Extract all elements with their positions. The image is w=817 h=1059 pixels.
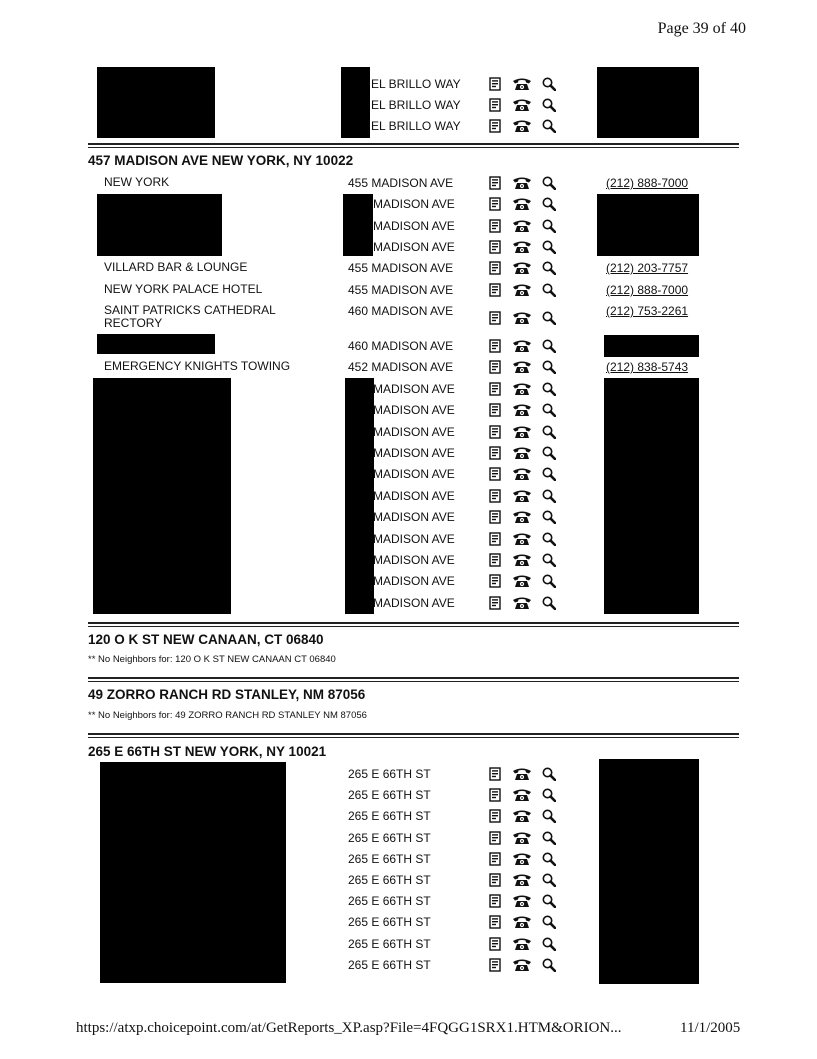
row-action-icons <box>489 403 567 417</box>
magnifier-icon[interactable] <box>542 425 556 439</box>
magnifier-icon[interactable] <box>542 894 556 908</box>
magnifier-icon[interactable] <box>542 339 556 353</box>
report-icon[interactable] <box>489 852 501 866</box>
phone-icon[interactable] <box>512 574 532 588</box>
business-name: VILLARD BAR & LOUNGE <box>104 260 248 274</box>
row-action-icons <box>489 197 567 211</box>
magnifier-icon[interactable] <box>542 446 556 460</box>
phone-icon[interactable] <box>512 788 532 802</box>
redaction-box <box>93 378 231 614</box>
report-icon[interactable] <box>489 596 501 610</box>
address-text: MADISON AVE <box>373 382 455 396</box>
row-action-icons <box>489 831 567 845</box>
row-action-icons <box>489 596 567 610</box>
phone-icon[interactable] <box>512 240 532 254</box>
redaction-box <box>597 194 699 256</box>
address-text: 455 MADISON AVE <box>348 176 454 190</box>
address-text: MADISON AVE <box>373 553 455 567</box>
row-action-icons <box>489 852 567 866</box>
row-action-icons <box>489 958 567 972</box>
magnifier-icon[interactable] <box>542 467 556 481</box>
report-icon[interactable] <box>489 553 501 567</box>
magnifier-icon[interactable] <box>542 809 556 823</box>
redaction-box <box>604 378 699 614</box>
business-name: NEW YORK <box>104 175 170 189</box>
redaction-box <box>345 378 374 614</box>
address-text: 452 MADISON AVE <box>348 360 454 374</box>
report-icon[interactable] <box>489 219 501 233</box>
report-icon[interactable] <box>489 532 501 546</box>
address-text: MADISON AVE <box>373 467 455 481</box>
magnifier-icon[interactable] <box>542 119 556 133</box>
address-text: EL BRILLO WAY <box>371 77 461 91</box>
address-text: 460 MADISON AVE <box>348 304 454 318</box>
report-icon[interactable] <box>489 467 501 481</box>
magnifier-icon[interactable] <box>542 360 556 374</box>
row-action-icons <box>489 311 567 325</box>
redaction-box <box>97 194 222 256</box>
phone-icon[interactable] <box>512 98 532 112</box>
report-icon[interactable] <box>489 767 501 781</box>
section-divider <box>88 622 739 627</box>
row-action-icons <box>489 240 567 254</box>
phone-icon[interactable] <box>512 532 532 546</box>
redaction-box <box>597 67 699 138</box>
section-heading: 120 O K ST NEW CANAAN, CT 06840 <box>88 632 324 647</box>
report-icon[interactable] <box>489 360 501 374</box>
row-action-icons <box>489 339 567 353</box>
row-action-icons <box>489 425 567 439</box>
address-text: MADISON AVE <box>373 240 455 254</box>
report-icon[interactable] <box>489 425 501 439</box>
phone-icon[interactable] <box>512 261 532 275</box>
no-neighbors-note: ** No Neighbors for: 49 ZORRO RANCH RD STANLEY NM 87056 <box>88 710 367 721</box>
business-name: EMERGENCY KNIGHTS TOWING <box>104 359 291 373</box>
row-action-icons <box>489 915 567 929</box>
redaction-box <box>599 759 699 984</box>
footer-url: https://atxp.choicepoint.com/at/GetReports_XP.asp?File=4FQGG1SRX1.HTM&ORION... <box>76 1020 622 1036</box>
phone-icon[interactable] <box>512 937 532 951</box>
section-divider <box>88 733 739 738</box>
report-icon[interactable] <box>489 240 501 254</box>
page-number: Page 39 of 40 <box>657 20 746 37</box>
address-text: 265 E 66TH ST <box>348 767 431 781</box>
address-text: MADISON AVE <box>373 197 455 211</box>
address-text: MADISON AVE <box>373 596 455 610</box>
address-text: 265 E 66TH ST <box>348 937 431 951</box>
phone-icon[interactable] <box>512 596 532 610</box>
magnifier-icon[interactable] <box>542 77 556 91</box>
report-icon[interactable] <box>489 510 501 524</box>
report-icon[interactable] <box>489 873 501 887</box>
phone-icon[interactable] <box>512 852 532 866</box>
section-divider <box>88 677 739 682</box>
report-icon[interactable] <box>489 311 501 325</box>
address-text: EL BRILLO WAY <box>371 98 461 112</box>
magnifier-icon[interactable] <box>542 219 556 233</box>
phone-icon[interactable] <box>512 197 532 211</box>
phone-link[interactable]: (212) 838-5743 <box>606 360 689 374</box>
report-icon[interactable] <box>489 958 501 972</box>
magnifier-icon[interactable] <box>542 382 556 396</box>
report-icon[interactable] <box>489 574 501 588</box>
address-text: 265 E 66TH ST <box>348 831 431 845</box>
no-neighbors-note: ** No Neighbors for: 120 O K ST NEW CANAAN CT 06840 <box>88 654 336 665</box>
phone-icon[interactable] <box>512 77 532 91</box>
section-divider <box>88 143 739 148</box>
row-action-icons <box>489 489 567 503</box>
redaction-box <box>97 334 215 354</box>
phone-icon[interactable] <box>512 382 532 396</box>
redaction-box <box>604 335 699 357</box>
report-icon[interactable] <box>489 403 501 417</box>
address-text: MADISON AVE <box>373 403 455 417</box>
row-action-icons <box>489 446 567 460</box>
row-action-icons <box>489 894 567 908</box>
row-action-icons <box>489 574 567 588</box>
address-text: 265 E 66TH ST <box>348 852 431 866</box>
report-icon[interactable] <box>489 788 501 802</box>
magnifier-icon[interactable] <box>542 873 556 887</box>
row-action-icons <box>489 873 567 887</box>
magnifier-icon[interactable] <box>542 831 556 845</box>
report-icon[interactable] <box>489 382 501 396</box>
address-text: 265 E 66TH ST <box>348 915 431 929</box>
phone-icon[interactable] <box>512 894 532 908</box>
phone-icon[interactable] <box>512 510 532 524</box>
address-text: MADISON AVE <box>373 489 455 503</box>
address-text: MADISON AVE <box>373 446 455 460</box>
address-text: MADISON AVE <box>373 219 455 233</box>
redaction-box <box>100 762 286 983</box>
phone-icon[interactable] <box>512 809 532 823</box>
phone-icon[interactable] <box>512 553 532 567</box>
magnifier-icon[interactable] <box>542 767 556 781</box>
report-icon[interactable] <box>489 119 501 133</box>
row-action-icons <box>489 510 567 524</box>
phone-icon[interactable] <box>512 489 532 503</box>
redaction-box <box>341 67 370 138</box>
row-action-icons <box>489 788 567 802</box>
phone-link[interactable]: (212) 753-2261 <box>606 304 689 318</box>
magnifier-icon[interactable] <box>542 915 556 929</box>
phone-icon[interactable] <box>512 360 532 374</box>
phone-icon[interactable] <box>512 767 532 781</box>
report-icon[interactable] <box>489 176 501 190</box>
phone-icon[interactable] <box>512 311 532 325</box>
magnifier-icon[interactable] <box>542 197 556 211</box>
row-action-icons <box>489 382 567 396</box>
address-text: 265 E 66TH ST <box>348 809 431 823</box>
address-text: MADISON AVE <box>373 574 455 588</box>
magnifier-icon[interactable] <box>542 852 556 866</box>
report-icon[interactable] <box>489 98 501 112</box>
phone-icon[interactable] <box>512 119 532 133</box>
section-heading: 265 E 66TH ST NEW YORK, NY 10021 <box>88 744 327 759</box>
phone-icon[interactable] <box>512 446 532 460</box>
row-action-icons <box>489 176 567 190</box>
phone-icon[interactable] <box>512 915 532 929</box>
phone-icon[interactable] <box>512 176 532 190</box>
phone-link[interactable]: (212) 888-7000 <box>606 176 689 190</box>
address-text: 265 E 66TH ST <box>348 873 431 887</box>
report-icon[interactable] <box>489 446 501 460</box>
report-icon[interactable] <box>489 489 501 503</box>
phone-icon[interactable] <box>512 958 532 972</box>
magnifier-icon[interactable] <box>542 510 556 524</box>
phone-icon[interactable] <box>512 283 532 297</box>
row-action-icons <box>489 261 567 275</box>
redaction-box <box>343 194 373 256</box>
report-icon[interactable] <box>489 831 501 845</box>
phone-icon[interactable] <box>512 873 532 887</box>
row-action-icons <box>489 219 567 233</box>
report-icon[interactable] <box>489 261 501 275</box>
report-icon[interactable] <box>489 915 501 929</box>
address-text: 265 E 66TH ST <box>348 958 431 972</box>
address-text: 460 MADISON AVE <box>348 339 454 353</box>
magnifier-icon[interactable] <box>542 311 556 325</box>
address-text: MADISON AVE <box>373 510 455 524</box>
footer-date: 11/1/2005 <box>680 1020 741 1036</box>
redaction-box <box>97 67 215 138</box>
report-icon[interactable] <box>489 937 501 951</box>
phone-icon[interactable] <box>512 339 532 353</box>
address-text: MADISON AVE <box>373 425 455 439</box>
row-action-icons <box>489 77 567 91</box>
phone-icon[interactable] <box>512 831 532 845</box>
magnifier-icon[interactable] <box>542 98 556 112</box>
row-action-icons <box>489 767 567 781</box>
phone-link[interactable]: (212) 203-7757 <box>606 261 689 275</box>
magnifier-icon[interactable] <box>542 574 556 588</box>
row-action-icons <box>489 532 567 546</box>
row-action-icons <box>489 360 567 374</box>
row-action-icons <box>489 937 567 951</box>
business-name: SAINT PATRICKS CATHEDRAL RECTORY <box>104 303 276 330</box>
section-heading: 457 MADISON AVE NEW YORK, NY 10022 <box>88 153 354 168</box>
report-icon[interactable] <box>489 894 501 908</box>
magnifier-icon[interactable] <box>542 403 556 417</box>
magnifier-icon[interactable] <box>542 261 556 275</box>
magnifier-icon[interactable] <box>542 240 556 254</box>
magnifier-icon[interactable] <box>542 283 556 297</box>
magnifier-icon[interactable] <box>542 176 556 190</box>
phone-icon[interactable] <box>512 467 532 481</box>
row-action-icons <box>489 553 567 567</box>
magnifier-icon[interactable] <box>542 596 556 610</box>
magnifier-icon[interactable] <box>542 532 556 546</box>
address-text: MADISON AVE <box>373 532 455 546</box>
business-name: NEW YORK PALACE HOTEL <box>104 282 263 296</box>
address-text: 455 MADISON AVE <box>348 283 454 297</box>
report-icon[interactable] <box>489 197 501 211</box>
magnifier-icon[interactable] <box>542 553 556 567</box>
address-text: 455 MADISON AVE <box>348 261 454 275</box>
row-action-icons <box>489 283 567 297</box>
magnifier-icon[interactable] <box>542 958 556 972</box>
report-icon[interactable] <box>489 339 501 353</box>
address-text: 265 E 66TH ST <box>348 894 431 908</box>
address-text: 265 E 66TH ST <box>348 788 431 802</box>
phone-icon[interactable] <box>512 403 532 417</box>
row-action-icons <box>489 98 567 112</box>
report-icon[interactable] <box>489 77 501 91</box>
magnifier-icon[interactable] <box>542 489 556 503</box>
address-text: EL BRILLO WAY <box>371 119 461 133</box>
phone-icon[interactable] <box>512 219 532 233</box>
row-action-icons <box>489 467 567 481</box>
row-action-icons <box>489 119 567 133</box>
phone-link[interactable]: (212) 888-7000 <box>606 283 689 297</box>
magnifier-icon[interactable] <box>542 937 556 951</box>
report-icon[interactable] <box>489 809 501 823</box>
row-action-icons <box>489 809 567 823</box>
magnifier-icon[interactable] <box>542 788 556 802</box>
section-heading: 49 ZORRO RANCH RD STANLEY, NM 87056 <box>88 687 366 702</box>
report-icon[interactable] <box>489 283 501 297</box>
phone-icon[interactable] <box>512 425 532 439</box>
